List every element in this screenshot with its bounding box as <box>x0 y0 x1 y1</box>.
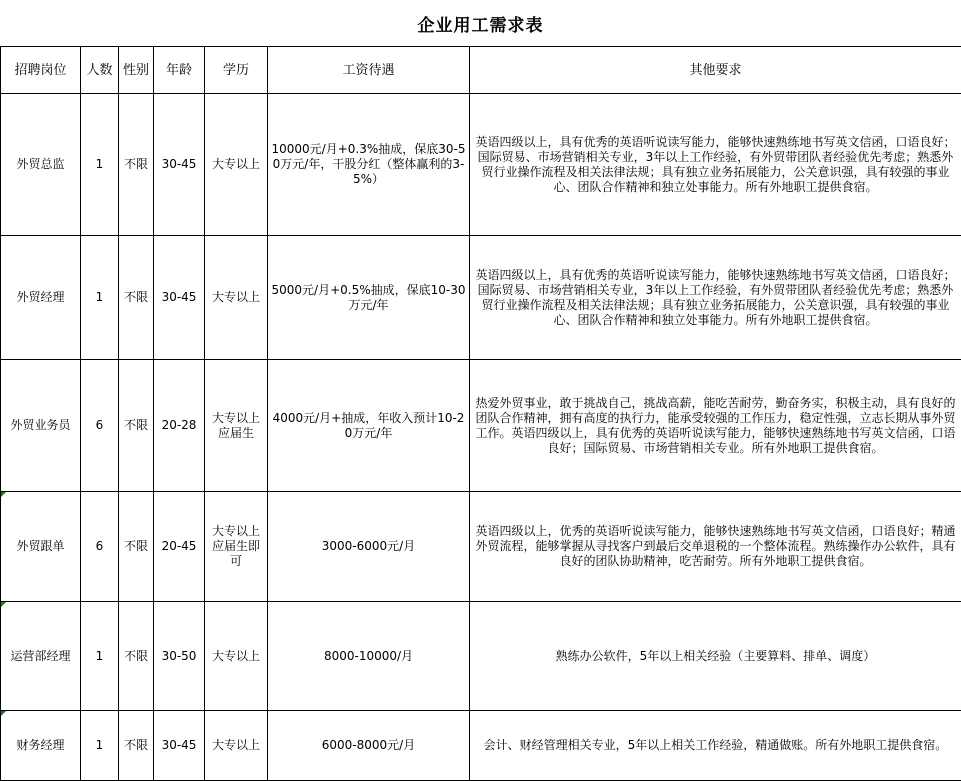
header-count: 人数 <box>81 47 119 94</box>
salary-cell: 10000元/月+0.3%抽成，保底30-50万元/年，干股分红（整体赢利的3-5%） <box>268 94 470 236</box>
age-cell: 30-50 <box>154 602 205 711</box>
table-row <box>1 602 961 711</box>
count-cell: 1 <box>81 602 119 711</box>
table-row <box>1 360 961 492</box>
table-row <box>1 94 961 236</box>
count-cell: 6 <box>81 360 119 492</box>
salary-cell: 8000-10000/月 <box>268 602 470 711</box>
table-row <box>1 711 961 781</box>
position-cell: 外贸经理 <box>1 236 81 360</box>
gender-cell: 不限 <box>119 602 154 711</box>
position-cell: 外贸业务员 <box>1 360 81 492</box>
header-education: 学历 <box>205 47 268 94</box>
age-cell: 30-45 <box>154 236 205 360</box>
education-cell: 大专以上应届生即可 <box>205 492 268 602</box>
age-cell: 20-45 <box>154 492 205 602</box>
education-cell: 大专以上应届生 <box>205 360 268 492</box>
table-row <box>1 492 961 602</box>
position-cell: 财务经理 <box>1 711 81 781</box>
age-cell: 30-45 <box>154 94 205 236</box>
education-cell: 大专以上 <box>205 236 268 360</box>
position-cell: 外贸跟单 <box>1 492 81 602</box>
table-title: 企业用工需求表 <box>0 0 961 46</box>
count-cell: 1 <box>81 236 119 360</box>
age-cell: 20-28 <box>154 360 205 492</box>
header-gender: 性别 <box>119 47 154 94</box>
salary-cell: 4000元/月+抽成，年收入预计10-20万元/年 <box>268 360 470 492</box>
requirements-cell: 英语四级以上，优秀的英语听说读写能力，能够快速熟练地书写英文信函，口语良好；精通外贸流程，能够掌握从寻找客户到最后交单退税的一个整体流程。熟练操作办公软件，具有良好的团队协助精神，吃苦耐劳。所有外地职工提供食宿。 <box>470 492 961 602</box>
recruitment-table <box>0 46 961 781</box>
table-row <box>1 236 961 360</box>
header-position: 招聘岗位 <box>1 47 81 94</box>
gender-cell: 不限 <box>119 492 154 602</box>
salary-cell: 6000-8000元/月 <box>268 711 470 781</box>
header-requirements: 其他要求 <box>470 47 961 94</box>
gender-cell: 不限 <box>119 94 154 236</box>
gender-cell: 不限 <box>119 360 154 492</box>
education-cell: 大专以上 <box>205 602 268 711</box>
requirements-cell: 英语四级以上，具有优秀的英语听说读写能力，能够快速熟练地书写英文信函，口语良好；国际贸易、市场营销相关专业，3年以上工作经验，有外贸带团队者经验优先考虑；熟悉外贸行业操作流程及相关法律法规；具有独立业务拓展能力，公关意识强，具有较强的事业心、团队合作精神和独立处事能力。所有外地职工提供食宿。 <box>470 94 961 236</box>
count-cell: 1 <box>81 711 119 781</box>
position-cell: 运营部经理 <box>1 602 81 711</box>
gender-cell: 不限 <box>119 711 154 781</box>
count-cell: 6 <box>81 492 119 602</box>
header-age: 年龄 <box>154 47 205 94</box>
education-cell: 大专以上 <box>205 711 268 781</box>
header-salary: 工资待遇 <box>268 47 470 94</box>
requirements-cell: 会计、财经管理相关专业，5年以上相关工作经验，精通做账。所有外地职工提供食宿。 <box>470 711 961 781</box>
age-cell: 30-45 <box>154 711 205 781</box>
requirements-cell: 英语四级以上，具有优秀的英语听说读写能力，能够快速熟练地书写英文信函，口语良好；国际贸易、市场营销相关专业，3年以上工作经验，有外贸带团队者经验优先考虑；熟悉外贸行业操作流程及相关法律法规；具有独立业务拓展能力，公关意识强，具有较强的事业心、团队合作精神和独立处事能力。所有外地职工提供食宿。 <box>470 236 961 360</box>
requirements-cell: 热爱外贸事业，敢于挑战自己，挑战高薪，能吃苦耐劳，勤奋务实，积极主动，具有良好的团队合作精神，拥有高度的执行力，能承受较强的工作压力，稳定性强，立志长期从事外贸工作。英语四级以上，具有优秀的英语听说读写能力，能够快速熟练地书写英文信函，口语良好；国际贸易、市场营销相关专业。所有外地职工提供食宿。 <box>470 360 961 492</box>
education-cell: 大专以上 <box>205 94 268 236</box>
salary-cell: 3000-6000元/月 <box>268 492 470 602</box>
position-cell: 外贸总监 <box>1 94 81 236</box>
gender-cell: 不限 <box>119 236 154 360</box>
salary-cell: 5000元/月+0.5%抽成，保底10-30万元/年 <box>268 236 470 360</box>
requirements-cell: 熟练办公软件，5年以上相关经验（主要算料、排单、调度） <box>470 602 961 711</box>
count-cell: 1 <box>81 94 119 236</box>
header-row <box>1 47 961 94</box>
